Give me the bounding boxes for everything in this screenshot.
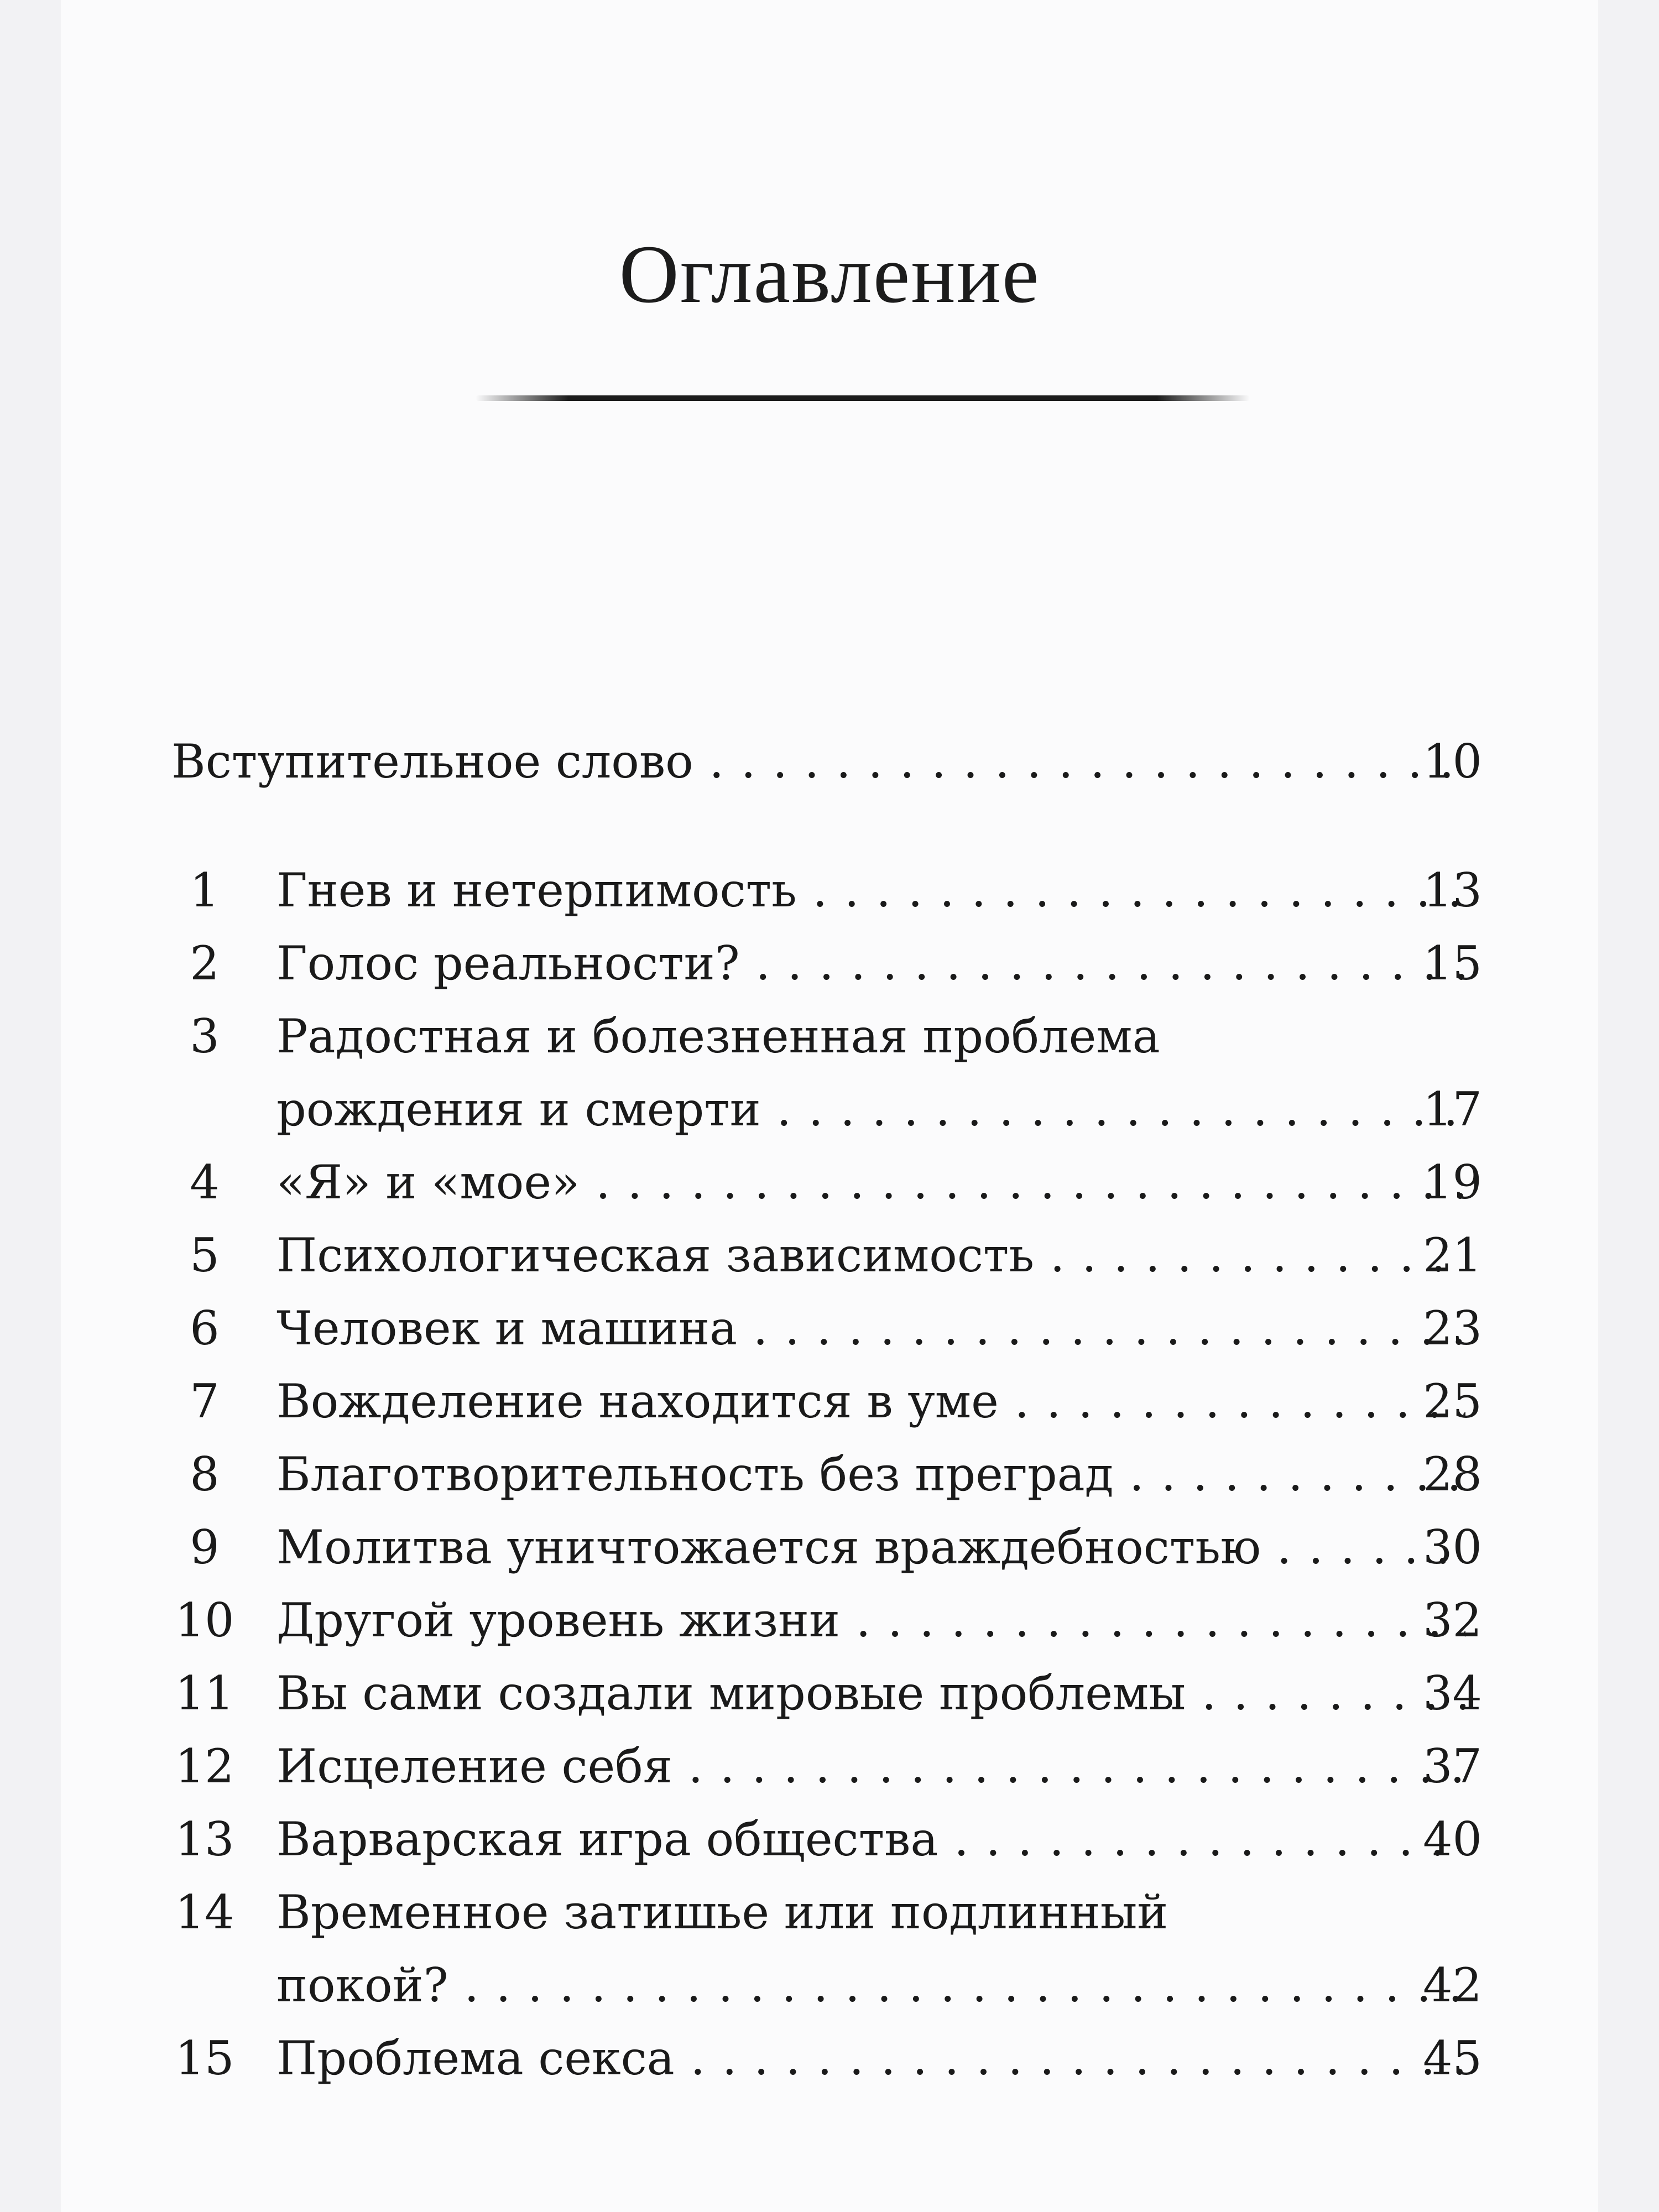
- toc-page-number: 13: [1423, 863, 1482, 917]
- toc-entry-title: покой? . . .: [276, 1949, 1465, 2021]
- toc-entry-title: Радостная и болезненная проблема: [276, 1009, 1160, 1063]
- toc-entry[interactable]: [0, 1584, 1659, 1656]
- toc-entry[interactable]: [0, 1219, 1659, 1291]
- toc-entry-title: Гнев и нетерпимость . . .: [276, 854, 1465, 926]
- toc-page-number: 32: [1423, 1593, 1482, 1647]
- toc-entry[interactable]: [0, 1292, 1659, 1364]
- toc-page-number: 30: [1423, 1520, 1482, 1574]
- chapter-number: 3: [190, 1009, 220, 1063]
- toc-page-number: 42: [1423, 1958, 1482, 2012]
- chapter-number: 8: [190, 1447, 220, 1501]
- toc-entry-continuation[interactable]: [0, 1073, 1659, 1145]
- toc-entry[interactable]: [0, 2022, 1659, 2094]
- toc-entry[interactable]: [0, 1438, 1659, 1510]
- toc-entry-title: Голос реальности? . . .: [276, 927, 1465, 999]
- toc-page-number: 15: [1423, 936, 1482, 990]
- toc-page-number: 45: [1423, 2031, 1482, 2085]
- toc-entry[interactable]: [0, 927, 1659, 999]
- toc-entry[interactable]: [0, 1511, 1659, 1583]
- chapter-number: 2: [190, 936, 220, 990]
- toc-entry-title: Другой уровень жизни . . .: [276, 1584, 1465, 1656]
- toc-entry-title: рождения и смерти . . .: [276, 1073, 1465, 1145]
- title-underline: [476, 395, 1250, 401]
- toc-page-number: 17: [1423, 1082, 1482, 1136]
- chapter-number: 9: [190, 1520, 220, 1574]
- toc-entry[interactable]: [0, 1730, 1659, 1802]
- chapter-number: 14: [175, 1885, 234, 1939]
- chapter-number: 11: [175, 1666, 234, 1720]
- chapter-number: 13: [175, 1812, 234, 1866]
- page-title: Оглавление: [619, 228, 1040, 320]
- toc-page-number: 40: [1423, 1812, 1482, 1866]
- toc-entry-title: «Я» и «мое» . . .: [276, 1146, 1465, 1218]
- toc-entry[interactable]: [0, 1803, 1659, 1875]
- toc-entry-title: Временное затишье или подлинный: [276, 1885, 1168, 1939]
- chapter-number: 7: [190, 1374, 220, 1428]
- toc-entry[interactable]: [0, 1876, 1659, 1948]
- chapter-number: 6: [190, 1301, 220, 1355]
- toc-page-number: 34: [1423, 1666, 1482, 1720]
- toc-entry-title: Молитва уничтожается враждебностью . . .: [276, 1511, 1465, 1583]
- toc-entry[interactable]: [0, 854, 1659, 926]
- toc-page-number: 19: [1423, 1155, 1482, 1209]
- toc-entry-title: Варварская игра общества . . .: [276, 1803, 1465, 1875]
- chapter-number: 10: [175, 1593, 234, 1647]
- toc-entry-continuation[interactable]: [0, 1949, 1659, 2021]
- toc-entry-title: Вступительное слово . . .: [171, 726, 1465, 797]
- toc-entry-title: Психологическая зависимость . . .: [276, 1219, 1465, 1291]
- toc-entry-title: Вожделение находится в уме . . .: [276, 1365, 1465, 1437]
- toc-page-number: 28: [1423, 1447, 1482, 1501]
- toc-entry[interactable]: [0, 1000, 1659, 1072]
- toc-page-number: 25: [1423, 1374, 1482, 1428]
- toc-page-number: 23: [1423, 1301, 1482, 1355]
- toc-entry-intro[interactable]: [0, 726, 1659, 797]
- toc-page-number: 10: [1423, 734, 1482, 789]
- chapter-number: 4: [190, 1155, 220, 1209]
- toc-page-number: 21: [1423, 1228, 1482, 1282]
- toc-entry-title: Человек и машина . . .: [276, 1292, 1465, 1364]
- toc-entry-title: Благотворительность без преград . . .: [276, 1438, 1465, 1510]
- chapter-number: 15: [175, 2031, 234, 2085]
- toc-entry-title: Проблема секса . . .: [276, 2022, 1465, 2094]
- toc-entry[interactable]: [0, 1365, 1659, 1437]
- chapter-number: 12: [175, 1739, 234, 1793]
- toc-entry-title: Исцеление себя . . .: [276, 1730, 1465, 1802]
- toc-page-number: 37: [1423, 1739, 1482, 1793]
- toc-entry[interactable]: [0, 1146, 1659, 1218]
- chapter-number: 5: [190, 1228, 220, 1282]
- toc-entry-title: Вы сами создали мировые проблемы . . .: [276, 1657, 1465, 1729]
- toc-entry[interactable]: [0, 1657, 1659, 1729]
- chapter-number: 1: [190, 863, 220, 917]
